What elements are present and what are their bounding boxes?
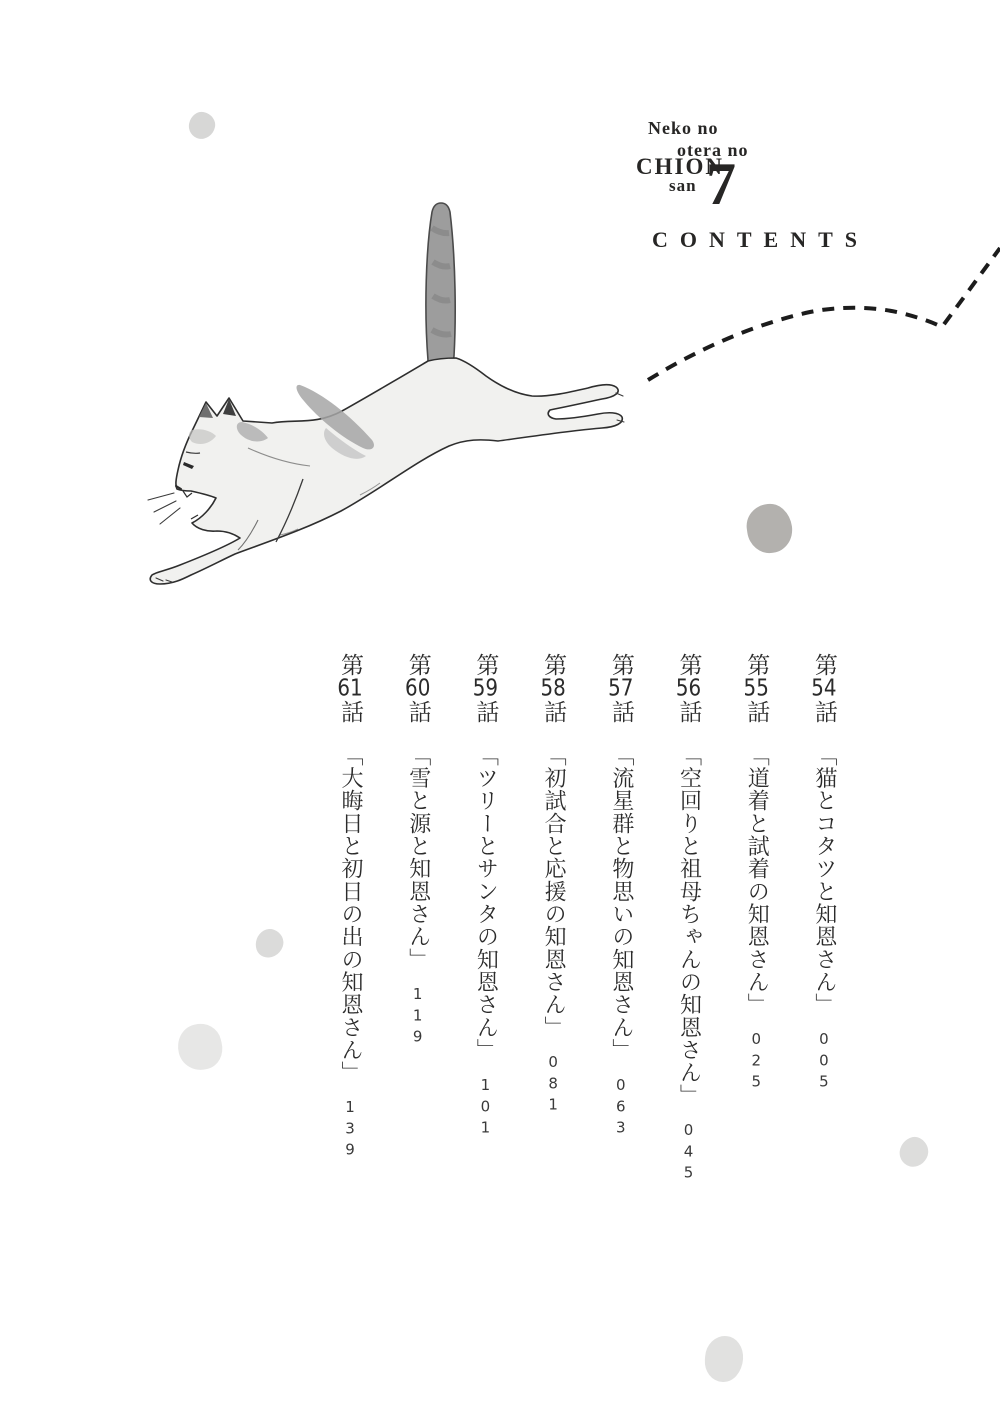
chapter-title: 「流星群と物思いの知恩さん」 <box>608 744 634 1062</box>
toc-entry-54 <box>802 653 836 1253</box>
chapter-page: 101 <box>476 1075 495 1140</box>
ink-dot-icon <box>744 501 795 556</box>
chapter-number: 第59話 <box>472 653 499 724</box>
chapter-title: 「雪と源と知恩さん」 <box>405 744 431 971</box>
dashed-curve-decoration <box>640 240 1000 390</box>
chapter-page: 025 <box>747 1030 766 1095</box>
ink-dot-icon <box>895 1132 934 1172</box>
toc-entry-60 <box>396 653 430 1253</box>
chapter-title: 「道着と試着の知恩さん」 <box>744 744 770 1017</box>
chapter-title: 「ツリーとサンタの知恩さん」 <box>473 744 499 1062</box>
logo-line-2: otera no <box>677 140 749 160</box>
chapter-page: 005 <box>814 1030 833 1095</box>
toc-entry-59 <box>463 653 497 1253</box>
table-of-contents <box>328 653 836 1253</box>
logo-line-3: CHION <box>636 154 724 179</box>
chapter-title: 「空回りと祖母ちゃんの知恩さん」 <box>676 744 702 1107</box>
chapter-title: 「大晦日と初日の出の知恩さん」 <box>338 744 363 1085</box>
toc-entry-55 <box>734 653 768 1253</box>
logo-line-1: Neko no <box>648 118 719 138</box>
ink-dot-icon <box>173 1019 227 1074</box>
toc-entry-58 <box>531 653 565 1253</box>
chapter-page: 081 <box>544 1052 563 1117</box>
contents-heading: CONTENTS <box>652 227 870 252</box>
chapter-page: 045 <box>679 1120 698 1185</box>
toc-entry-57 <box>599 653 633 1253</box>
ink-dot-icon <box>252 925 287 961</box>
chapter-number: 第60話 <box>404 653 431 724</box>
chapter-number: 第57話 <box>607 653 634 724</box>
ink-dot-icon <box>186 110 217 142</box>
toc-entry-56 <box>667 653 701 1253</box>
chapter-number: 第55話 <box>743 653 770 724</box>
toc-entry-61 <box>328 653 362 1253</box>
chapter-number: 第56話 <box>675 653 702 724</box>
chapter-number: 第61話 <box>337 653 363 724</box>
ink-dot-icon <box>703 1335 744 1384</box>
chapter-page: 139 <box>341 1098 359 1163</box>
chapter-number: 第54話 <box>810 653 837 724</box>
volume-number: 7 <box>706 151 736 217</box>
yawning-leaping-cat-icon <box>130 190 640 590</box>
chapter-page: 063 <box>611 1075 630 1140</box>
logo-line-4: san <box>669 176 697 195</box>
chapter-number: 第58話 <box>540 653 567 724</box>
chapter-title: 「猫とコタツと知恩さん」 <box>811 744 837 1017</box>
chapter-title: 「初試合と応援の知恩さん」 <box>541 744 567 1039</box>
chapter-page: 119 <box>408 984 427 1049</box>
